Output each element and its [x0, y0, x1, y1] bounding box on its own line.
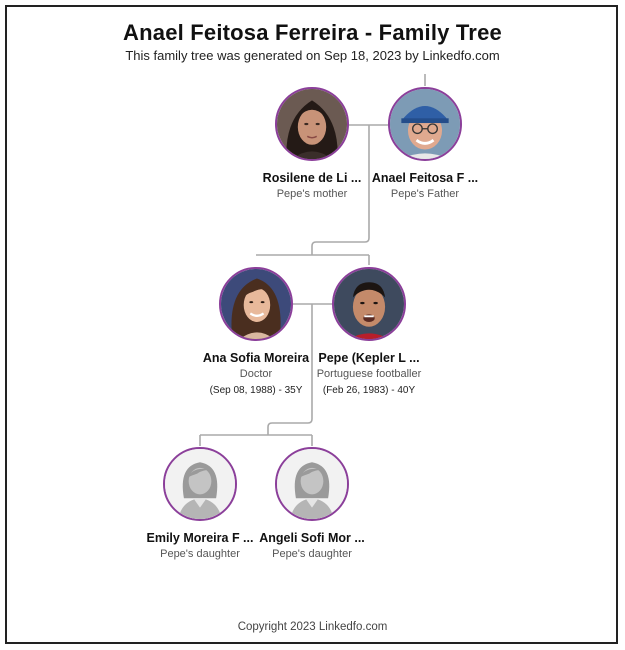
pepe-dates: (Feb 26, 1983) - 40Y: [322, 385, 416, 396]
spouse-name[interactable]: Ana Sofia Moreira: [202, 351, 310, 365]
man-blue-cap-glasses-photo: [390, 89, 460, 159]
page-subtitle: This family tree was generated on Sep 18, 2023 by Linkedfo.com: [125, 48, 500, 63]
daughter2-name[interactable]: Angeli Sofi Mor ...: [259, 531, 365, 545]
father-avatar[interactable]: [388, 87, 462, 161]
woman-dark-hair-photo: [277, 89, 347, 159]
daughter2-avatar[interactable]: [275, 447, 349, 521]
daughter1-name[interactable]: Emily Moreira F ...: [146, 531, 254, 545]
daughter2-relation: Pepe's daughter: [272, 548, 352, 560]
daughter1-relation: Pepe's daughter: [160, 548, 240, 560]
pepe-name[interactable]: Pepe (Kepler L ...: [318, 351, 420, 365]
copyright-footer: Copyright 2023 Linkedfo.com: [237, 621, 388, 633]
daughter1-avatar[interactable]: [163, 447, 237, 521]
spouse-relation: Doctor: [239, 368, 273, 380]
pepe-avatar[interactable]: [332, 267, 406, 341]
spouse-dates: (Sep 08, 1988) - 35Y: [209, 385, 303, 396]
woman-long-brown-hair-photo: [221, 269, 291, 339]
mother-avatar[interactable]: [275, 87, 349, 161]
man-short-hair-photo: [334, 269, 404, 339]
father-relation: Pepe's Father: [390, 188, 460, 200]
spouse-avatar[interactable]: [219, 267, 293, 341]
female-placeholder-icon: [277, 449, 347, 519]
mother-name[interactable]: Rosilene de Li ...: [262, 171, 362, 185]
father-name[interactable]: Anael Feitosa F ...: [371, 171, 479, 185]
pepe-relation: Portuguese footballer: [316, 368, 422, 380]
page-title: Anael Feitosa Ferreira - Family Tree: [123, 20, 502, 45]
mother-relation: Pepe's mother: [276, 188, 348, 200]
female-placeholder-icon: [165, 449, 235, 519]
